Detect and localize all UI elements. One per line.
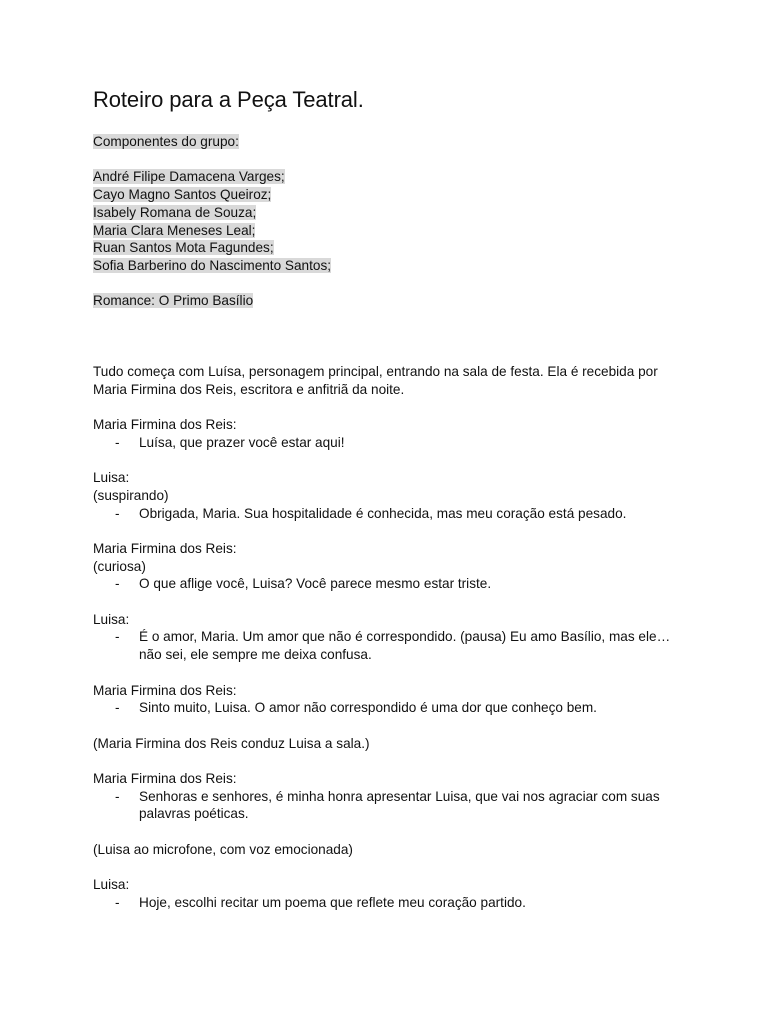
dialogue-line <box>93 628 683 663</box>
dialogue-line <box>93 505 683 523</box>
dialogue-text: Hoje, escolhi recitar um poema que reflete meu coração partido. <box>139 894 526 910</box>
group-member: Cayo Magno Santos Queiroz; <box>93 187 272 203</box>
dialogue-text: Senhoras e senhores, é minha honra apresentar Luisa, que vai nos agraciar com suas palavras poéticas. <box>139 788 660 822</box>
dash-bullet: - <box>115 505 120 521</box>
dash-bullet: - <box>115 700 120 716</box>
speaker-name: Luisa: <box>93 877 130 893</box>
dash-bullet: - <box>115 894 120 910</box>
dash-bullet: - <box>115 434 120 450</box>
dialogue-line <box>93 434 683 452</box>
speaker-name: Maria Firmina dos Reis: <box>93 771 237 787</box>
group-heading: Componentes do grupo: <box>93 134 239 149</box>
romance-title: Romance: O Primo Basílio <box>93 293 254 309</box>
group-member: Isabely Romana de Souza; <box>93 204 257 220</box>
speaker-name: Luisa: <box>93 470 130 486</box>
speaker-name: Luisa: <box>93 611 130 627</box>
stage-direction: (suspirando) <box>93 487 169 503</box>
dialogue-text: É o amor, Maria. Um amor que não é correspondido. (pausa) Eu amo Basílio, mas ele… não sei, ele sempre me deixa confusa. <box>139 629 671 663</box>
document-title: Roteiro para a Peça Teatral. <box>93 87 364 112</box>
dialogue-text: O que aflige você, Luisa? Você parece mesmo estar triste. <box>139 576 492 592</box>
group-member: André Filipe Damacena Varges; <box>93 169 285 185</box>
dialogue-text: Luísa, que prazer você estar aqui! <box>139 434 345 450</box>
dialogue-text: Sinto muito, Luisa. O amor não correspondido é uma dor que conheço bem. <box>139 700 597 716</box>
dash-bullet: - <box>115 629 120 645</box>
dialogue-line <box>93 699 683 717</box>
group-member: Sofia Barberino do Nascimento Santos; <box>93 257 332 273</box>
group-member: Ruan Santos Mota Fagundes; <box>93 240 274 256</box>
intro-paragraph: Tudo começa com Luísa, personagem principal, entrando na sala de festa. Ela é recebida por Maria Firmina dos Reis, escritora e anfitriã da noite. <box>93 364 658 397</box>
stage-direction: (Maria Firmina dos Reis conduz Luisa a sala.) <box>93 735 370 751</box>
stage-direction: (Luisa ao microfone, com voz emocionada) <box>93 841 353 857</box>
group-member: Maria Clara Meneses Leal; <box>93 222 256 238</box>
dash-bullet: - <box>115 788 120 804</box>
dialogue-text: Obrigada, Maria. Sua hospitalidade é conhecida, mas meu coração está pesado. <box>139 505 627 521</box>
dialogue-line <box>93 575 683 593</box>
stage-direction: (curiosa) <box>93 558 146 574</box>
document-page <box>93 86 683 912</box>
speaker-name: Maria Firmina dos Reis: <box>93 417 237 433</box>
speaker-name: Maria Firmina dos Reis: <box>93 682 237 698</box>
dialogue-line <box>93 788 683 823</box>
speaker-name: Maria Firmina dos Reis: <box>93 540 237 556</box>
dash-bullet: - <box>115 576 120 592</box>
dialogue-line <box>93 894 683 912</box>
